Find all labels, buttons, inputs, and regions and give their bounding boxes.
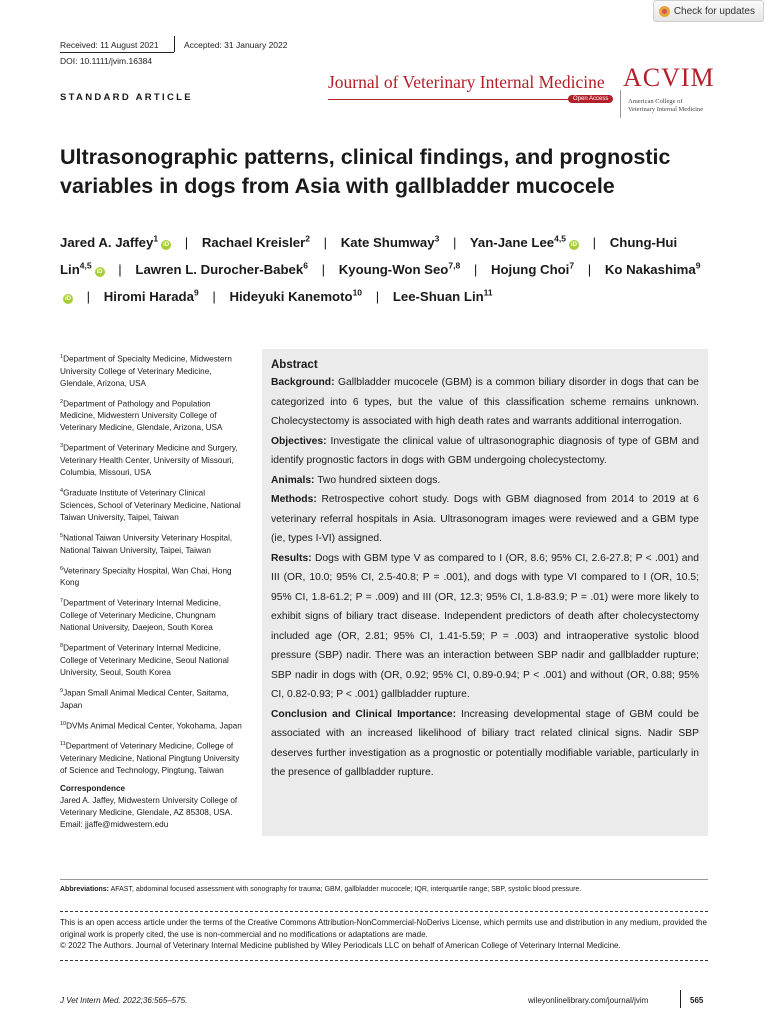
abstract-section-text: Investigate the clinical value of ultrasonographic diagnosis of type of GBM and identify prognostic factors in dogs with GBM undergoing cholecystectomy.: [271, 435, 699, 466]
abstract-section-label: Conclusion and Clinical Importance:: [271, 708, 456, 720]
abstract-section: [271, 490, 699, 549]
orcid-icon[interactable]: iD: [570, 242, 577, 249]
crossmark-icon: [659, 6, 670, 17]
author-affiliation-sup: 10: [352, 287, 363, 298]
author-name: Lee-Shuan Lin: [392, 289, 484, 305]
check-for-updates-label: Check for updates: [673, 5, 755, 17]
article-title: Ultrasonographic patterns, clinical findings, and prognostic variables in dogs from Asia with gallbladder mucocele: [60, 145, 671, 198]
author-affiliation-sup: 1: [153, 234, 159, 244]
author-separator: |: [592, 235, 597, 251]
author-separator: |: [587, 262, 592, 278]
affiliation-text: DVMs Animal Medical Center, Yokohama, Japan: [66, 721, 242, 731]
orcid-icon[interactable]: iD: [65, 296, 71, 303]
author-name: Rachael Kreisler: [201, 235, 306, 251]
orcid-icon[interactable]: iD: [163, 242, 170, 249]
author-affiliation-sup: 11: [483, 287, 493, 298]
received-date: Received: 11 August 2021: [60, 40, 159, 50]
abstract-section-text: Retrospective cohort study. Dogs with GBM diagnosed from 2014 to 2019 at 6 veterinary referral hospitals in Asia. Ultrasonogram images were reviewed and a GBM type (ie, types I-VI) assigned.: [271, 494, 699, 544]
affiliation-text: Department of Veterinary Internal Medicine, College of Veterinary Medicine, Chungnam National University, Daejeon, South Korea: [60, 599, 221, 633]
author-name: Hojung Choi: [490, 262, 570, 278]
author-name: Kate Shumway: [340, 235, 435, 251]
author[interactable]: [339, 262, 460, 277]
author-separator: |: [184, 235, 189, 251]
doi[interactable]: DOI: 10.1111/jvim.16384: [60, 56, 153, 66]
abstract-section: [271, 373, 699, 432]
affiliation-sup: 6: [60, 565, 64, 572]
orcid-icon[interactable]: iD: [96, 269, 103, 276]
affiliation-text: Department of Veterinary Medicine and Surgery, Veterinary Health Center, University of Missouri, Columbia, Missouri, USA: [60, 444, 238, 478]
abstract-section: [271, 549, 699, 705]
author[interactable]: [491, 262, 574, 277]
affiliation: [60, 718, 242, 733]
author[interactable]: [60, 235, 171, 250]
article-type: STANDARD ARTICLE: [60, 92, 193, 103]
author-name: Jared A. Jaffey: [60, 235, 154, 251]
abbreviations-text: AFAST, abdominal focused assessment with sonography for trauma; GBM, gallbladder mucocele; IQR, interquartile range; SBP, systolic blood pressure.: [110, 886, 582, 893]
abstract-section-label: Objectives:: [271, 435, 327, 447]
author-list: [60, 228, 710, 309]
author-separator: |: [118, 262, 122, 278]
abstract-body: [271, 373, 699, 783]
author-affiliation-sup: 9: [695, 260, 701, 271]
correspondence: [60, 783, 242, 831]
logo-divider: [620, 90, 621, 118]
abstract-section-label: Animals:: [271, 474, 315, 486]
affiliation-text: Department of Veterinary Medicine, College of Veterinary Medicine, National Pingtung University of Science and Technology, Pingtung, Taiwan: [60, 742, 240, 776]
author-name: Kyoung-Won Seo: [338, 262, 449, 278]
abstract-section-text: Two hundred sixteen dogs.: [317, 474, 441, 486]
accepted-date: Accepted: 31 January 2022: [184, 40, 288, 50]
page-number: 565: [690, 996, 704, 1005]
license-line-1: This is an open access article under the terms of the Creative Commons Attribution-NonCommercial-NoDerivs License, which permits use and distribution in any medium, provided the original work is properly cited, the use is non-commercial and no modifications or adaptations are made.: [60, 918, 707, 939]
correspondence-line: Jared A. Jaffey, Midwestern University College of Veterinary Medicine, Glendale, AZ 85308, USA.: [60, 796, 238, 818]
abstract-section-label: Methods:: [271, 494, 317, 505]
author-name: Chung-Hui Lin: [60, 235, 678, 278]
affiliation-sup: 2: [60, 398, 64, 405]
author-separator: |: [473, 262, 478, 278]
abstract-section-label: Results:: [271, 552, 312, 564]
abstract-section: [271, 432, 699, 471]
affiliation-sup: 9: [60, 687, 64, 694]
header-rule: [60, 52, 174, 53]
abstract-section: [271, 471, 699, 491]
affiliation: [60, 396, 242, 435]
affiliation-sup: 1: [60, 354, 64, 360]
check-for-updates-button[interactable]: [653, 0, 764, 22]
affiliation-text: Department of Specialty Medicine, Midwestern University College of Veterinary Medicine, Glendale, Arizona, USA: [60, 354, 232, 388]
acvim-subtitle: American College of Veterinary Internal Medicine: [628, 98, 704, 113]
affiliation-sup: 5: [60, 532, 64, 539]
author-affiliation-sup: 7,8: [448, 260, 461, 271]
affiliation-text: Department of Pathology and Population Medicine, Midwestern University College of Veterinary Medicine, Glendale, Arizona, USA: [60, 399, 223, 433]
license-line-2: © 2022 The Authors. Journal of Veterinary Internal Medicine published by Wiley Periodicals LLC on behalf of American College of Veterinary Internal Medicine.: [60, 941, 621, 950]
affiliation-sup: 7: [60, 598, 64, 605]
author-affiliation-sup: 2: [305, 234, 310, 244]
author-separator: |: [212, 289, 216, 305]
footer-divider: [680, 990, 681, 1008]
abstract-section-text: Gallbladder mucocele (GBM) is a common biliary disorder in dogs that can be categorized into 6 types, but the value of this classification scheme remains unknown. Cholecystectomy is associated with high death rates and warrants additional interrogation.: [271, 377, 699, 427]
affiliations-column: [60, 351, 242, 831]
affiliation-text: Graduate Institute of Veterinary Clinical Sciences, School of Veterinary Medicine, National Taiwan University, Taipei, Taiwan: [60, 488, 241, 522]
author-affiliation-sup: 4,5: [79, 260, 92, 271]
license-rule-bottom: [60, 960, 708, 961]
journal-name: Journal of Veterinary Internal Medicine: [328, 72, 605, 92]
author-name: Hiromi Harada: [103, 289, 194, 305]
affiliation: [60, 530, 242, 557]
abstract-heading: Abstract: [271, 359, 318, 371]
affiliation-sup: 3: [60, 443, 64, 450]
author[interactable]: [229, 289, 362, 304]
author[interactable]: [341, 235, 440, 250]
author-affiliation-sup: 4,5: [554, 234, 566, 244]
affiliation-sup: 4: [60, 488, 64, 495]
license-rule-top: [60, 911, 708, 912]
header-divider: [174, 36, 175, 52]
author-name: Ko Nakashima: [604, 262, 696, 278]
author[interactable]: [202, 235, 310, 250]
affiliation: [60, 485, 242, 524]
affiliation-text: Department of Veterinary Internal Medicine, College of Veterinary Medicine, Seoul National University, Seoul, South Korea: [60, 643, 229, 677]
abstract-section-text: Dogs with GBM type V as compared to I (OR, 8.6; 95% CI, 2.6-27.8; P < .001) and III (OR, 10.0; 95% CI, 2.5-40.8; P = .001), and dogs with type VI compared to I (OR, 10.5; 95% CI, 1.8-61.2; P = .009) and III (OR, 12.3; 95% CI, 1.8-83.9; P = .01) were more likely to exhibit signs of biliary tract disease. Independent predictors of death after cholecystectomy included age (OR, 2.81; 95% CI, 1.41-5.59; P = .003) and intraoperative systolic blood pressure (SBP) nadir. There was an interaction between SBP nadir and gallbladder rupture; SBP nadir in dogs with (OR, 0.92; 95% CI, 0.89-0.94; P < .001) and without (OR, 0.88; 95% CI, 0.82-0.93; P < .001) gallbladder rupture.: [271, 552, 699, 700]
affiliation-text: Japan Small Animal Medical Center, Saitama, Japan: [60, 688, 229, 710]
author-separator: |: [323, 235, 328, 251]
author-name: Hideyuki Kanemoto: [229, 289, 353, 305]
affiliation-text: National Taiwan University Veterinary Hospital, National Taiwan University, Taipei, Taiwan: [60, 533, 233, 555]
author-separator: |: [375, 289, 380, 305]
affiliation-sup: 8: [60, 643, 64, 650]
correspondence-line: Email: jjaffe@midwestern.edu: [60, 820, 169, 830]
abstract-section-text: Increasing developmental stage of GBM could be associated with an increased likelihood of biliary tract related clinical signs. Nadir SBP deserves further investigation as a prognostic or potentially modifiable variable, particularly in the presence of gallbladder rupture.: [271, 708, 699, 778]
affiliation-text: Veterinary Specialty Hospital, Wan Chai, Hong Kong: [60, 566, 232, 588]
abbreviations-label: Abbreviations:: [60, 886, 110, 893]
affiliation: [60, 563, 242, 590]
citation: J Vet Intern Med. 2022;36:565–575.: [60, 996, 188, 1005]
abstract-section: [271, 705, 699, 783]
abbreviations: [60, 886, 708, 893]
affiliation: [60, 440, 242, 479]
correspondence-title: Correspondence: [60, 784, 126, 794]
affiliation: [60, 738, 242, 777]
author-separator: |: [321, 262, 326, 278]
author-affiliation-sup: 7: [569, 260, 575, 271]
journal-website[interactable]: wileyonlinelibrary.com/journal/jvim: [528, 996, 649, 1005]
author-affiliation-sup: 3: [434, 234, 440, 244]
abbreviations-rule: [60, 879, 708, 880]
affiliation-sup: 11: [60, 741, 66, 748]
open-access-badge: Open Access: [568, 95, 613, 103]
affiliation: [60, 685, 242, 712]
author[interactable]: [135, 262, 308, 277]
affiliation: [60, 595, 242, 634]
author-separator: |: [452, 235, 457, 251]
author-affiliation-sup: 6: [303, 260, 308, 271]
author-name: Yan-Jane Lee: [469, 235, 555, 251]
author-separator: |: [86, 289, 91, 305]
author-name: Lawren L. Durocher-Babek: [135, 262, 304, 278]
license-text: [60, 917, 708, 952]
affiliation: [60, 640, 242, 679]
author-affiliation-sup: 9: [193, 287, 199, 298]
affiliation-sup: 10: [60, 720, 67, 727]
abstract-section-label: Background:: [271, 377, 335, 388]
author[interactable]: [470, 235, 579, 250]
author[interactable]: [104, 289, 199, 304]
acvim-logo: ACVIM: [623, 63, 715, 92]
affiliation: [60, 351, 242, 390]
abstract-box: [262, 349, 708, 836]
author[interactable]: [393, 289, 493, 304]
